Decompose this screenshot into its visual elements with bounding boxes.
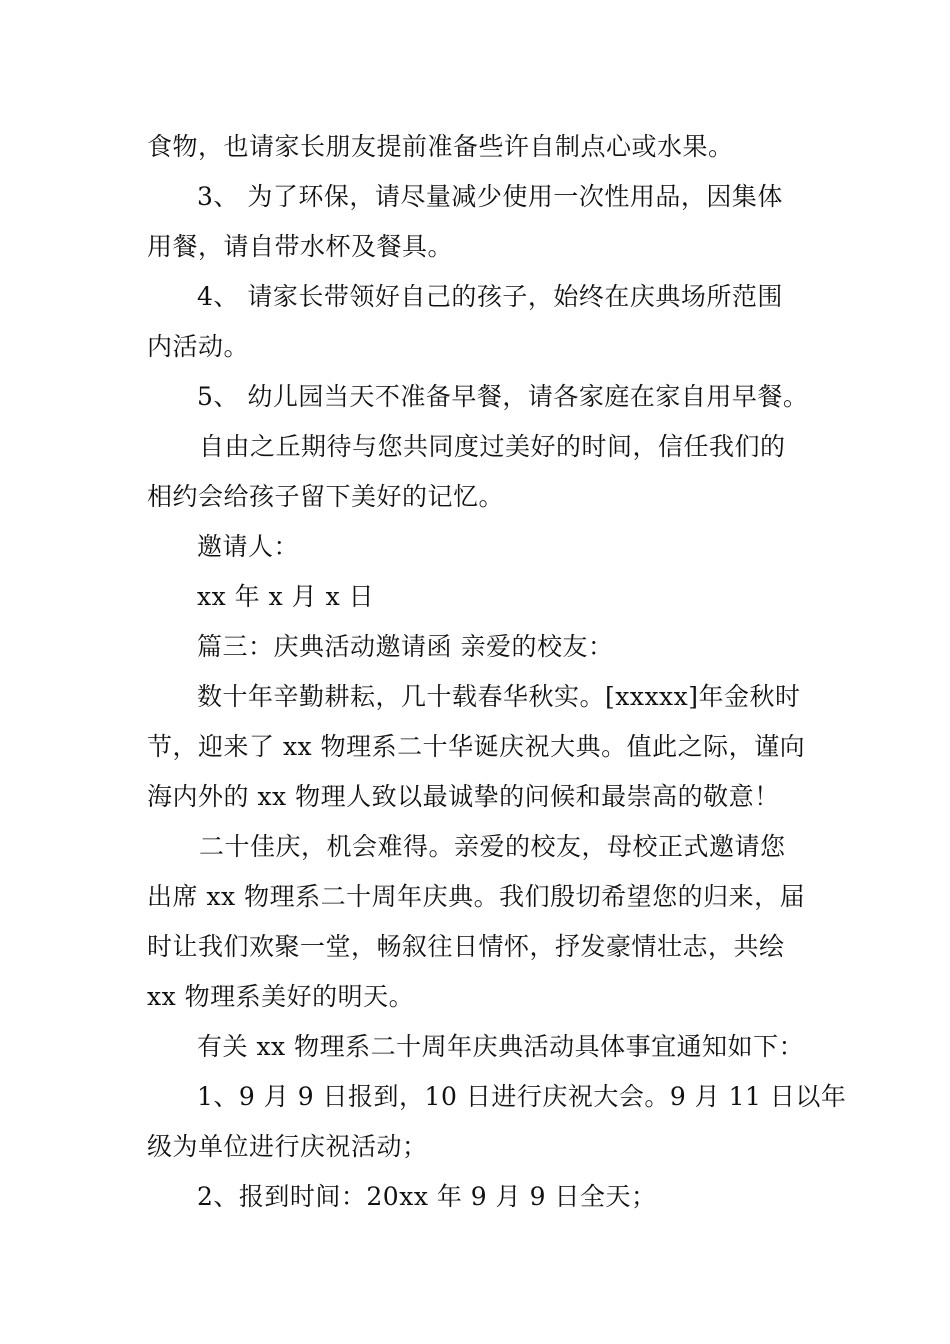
date-line: xx 年 x 月 x 日 xyxy=(197,582,375,611)
text-line: 节，迎来了 xx 物理系二十华诞庆祝大典。值此之际，谨向 xyxy=(147,732,806,761)
text-line: 数十年辛勤耕耘，几十载春华秋实。[xxxxx]年金秋时 xyxy=(197,682,801,711)
text-line: 相约会给孩子留下美好的记忆。 xyxy=(147,482,505,511)
text-line: 食物，也请家长朋友提前准备些许自制点心或水果。 xyxy=(147,132,734,161)
text-line: 内活动。 xyxy=(147,332,250,361)
text-line: 5、 幼儿园当天不准备早餐，请各家庭在家自用早餐。 xyxy=(197,382,809,411)
text-line: 3、 为了环保，请尽量减少使用一次性用品，因集体 xyxy=(197,182,783,211)
text-line: 4、 请家长带领好自己的孩子，始终在庆典场所范围 xyxy=(197,282,783,311)
text-line: 海内外的 xx 物理人致以最诚挚的问候和最崇高的敬意！ xyxy=(147,782,780,811)
text-line: 2、报到时间：20xx 年 9 月 9 日全天； xyxy=(197,1182,657,1211)
text-line: 1、9 月 9 日报到，10 日进行庆祝大会。9 月 11 日以年 xyxy=(197,1082,847,1111)
text-line: 出席 xx 物理系二十周年庆典。我们殷切希望您的归来，届 xyxy=(147,882,806,911)
text-line: 有关 xx 物理系二十周年庆典活动具体事宜通知如下： xyxy=(197,1032,805,1061)
text-line: xx 物理系美好的明天。 xyxy=(147,982,415,1011)
text-line: 级为单位进行庆祝活动； xyxy=(147,1132,428,1161)
inviter-label: 邀请人： xyxy=(197,532,300,561)
text-line: 二十佳庆，机会难得。亲爱的校友，母校正式邀请您 xyxy=(199,832,786,861)
text-line: 用餐，请自带水杯及餐具。 xyxy=(147,232,454,261)
text-line: 自由之丘期待与您共同度过美好的时间，信任我们的 xyxy=(199,432,786,461)
section-heading: 篇三：庆典活动邀请函 亲爱的校友： xyxy=(197,632,614,661)
text-line: 时让我们欢聚一堂，畅叙往日情怀，抒发豪情壮志，共绘 xyxy=(147,932,785,961)
